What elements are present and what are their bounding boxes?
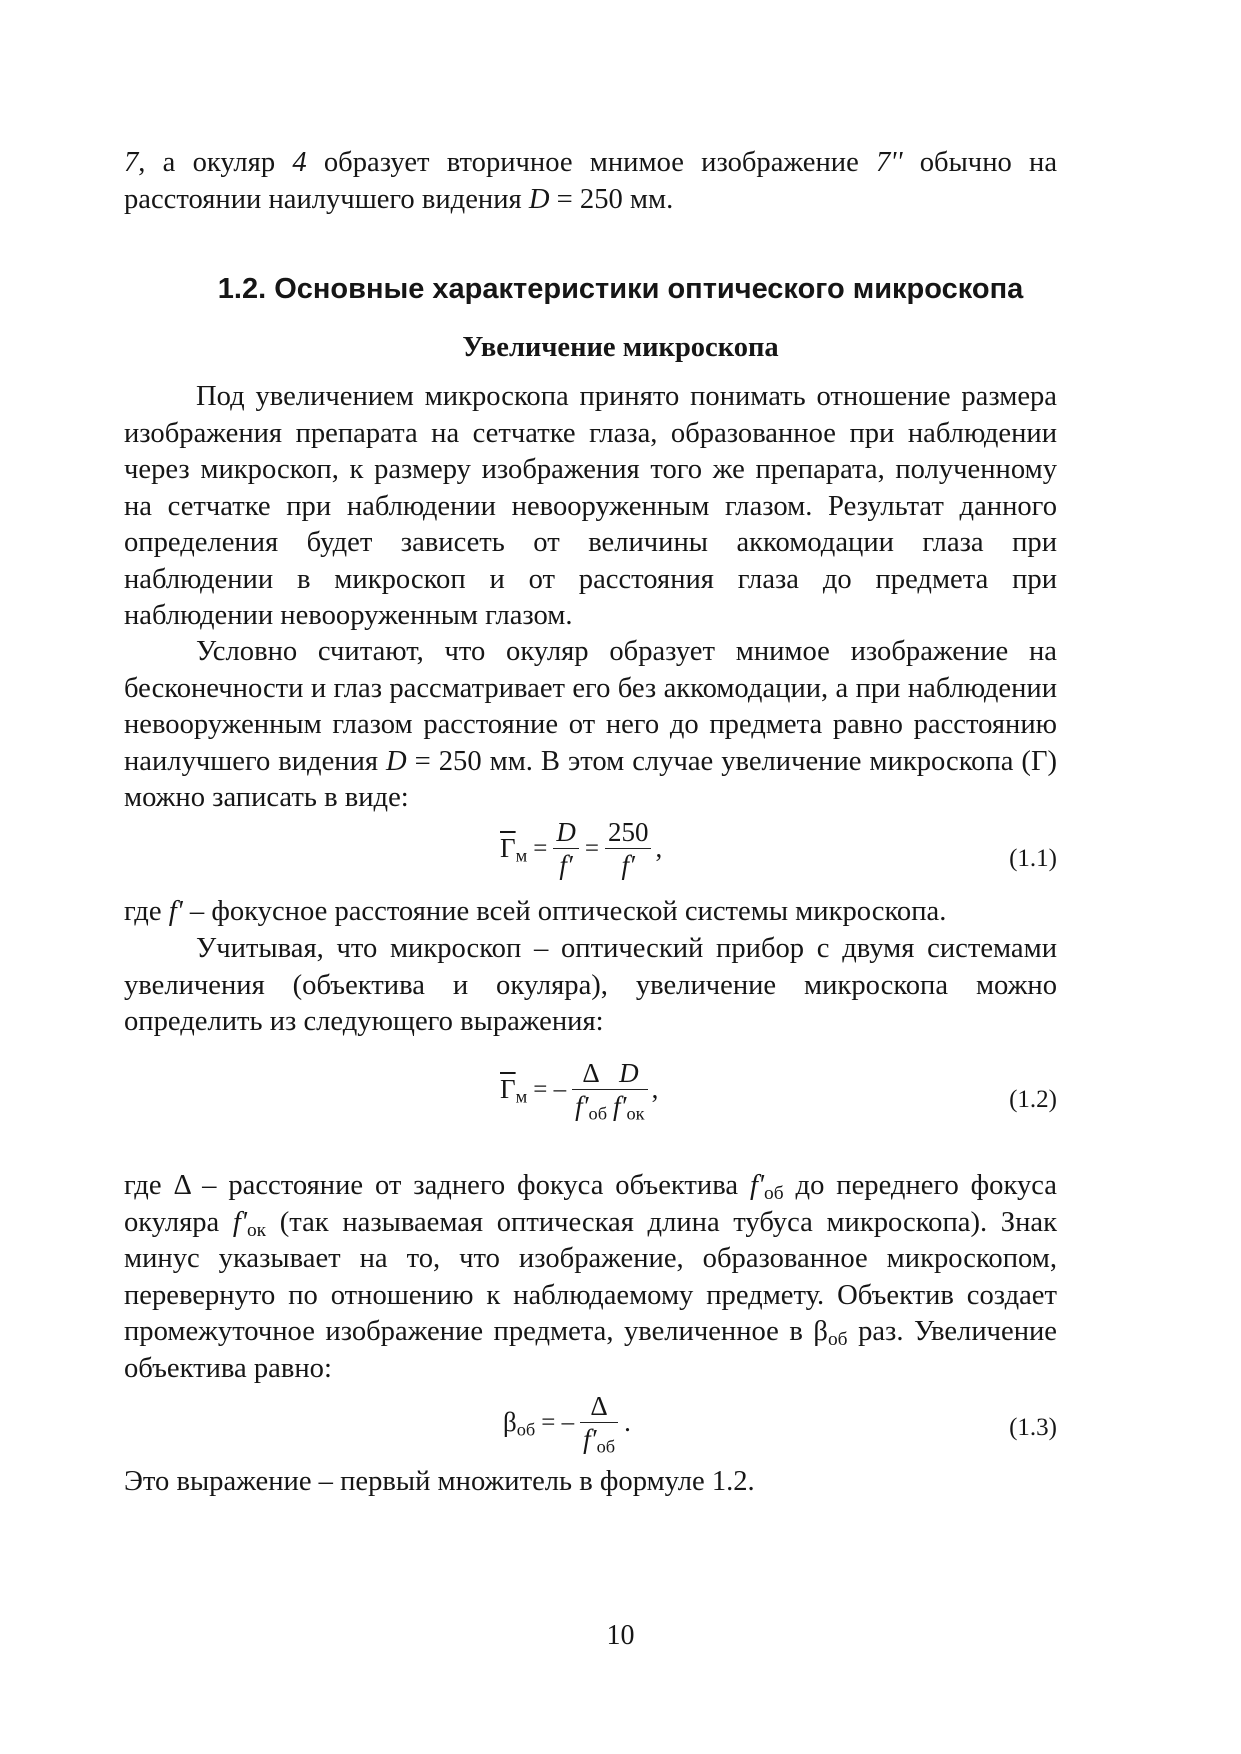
ref-4: 4 bbox=[292, 147, 307, 178]
var-f: f' bbox=[232, 1206, 247, 1238]
gamma-symbol: Г bbox=[500, 833, 516, 863]
equals-sign: = bbox=[533, 834, 548, 862]
equation-number-1-3: (1.3) bbox=[1009, 1414, 1057, 1441]
gamma-symbol: Г bbox=[500, 1074, 516, 1104]
var-D: D bbox=[386, 745, 407, 777]
section-heading: 1.2. Основные характеристики оптического микроскопа bbox=[217, 273, 1024, 305]
fraction-delta-over-f-ob bbox=[572, 1057, 610, 1122]
formula-lhs bbox=[500, 1074, 527, 1105]
text: (так называемая оптическая длина тубуса микроскопа). Знак минус указывает на то, что изображение, образованное микроскопом, перевернуто по отношению к наблюдаемому предмету. Объектив создает промежуточное изображение предмета, увеличенное в β bbox=[124, 1206, 1057, 1347]
paragraph-delta-definition bbox=[124, 1168, 1057, 1387]
subscript: об bbox=[764, 1182, 784, 1204]
formula-lhs bbox=[503, 1407, 535, 1438]
subscript: об bbox=[596, 1436, 616, 1457]
numerator: 250 bbox=[605, 816, 652, 849]
text: Условно считают, что окуляр образует мнимое изображение на бесконечности и глаз рассматривает его без аккомодации, а при наблюдении невооруженным глазом расстояние от него до предмета равно расстоянию наилучшего видения bbox=[124, 636, 1057, 777]
numerator: D bbox=[553, 816, 579, 849]
denominator: f′ bbox=[559, 850, 573, 880]
top-paragraph bbox=[124, 145, 1057, 218]
denominator: f′ bbox=[621, 850, 635, 880]
numerator: Δ bbox=[580, 1390, 618, 1423]
text: обычно на расстоянии наилучшего видения bbox=[124, 147, 1058, 215]
paragraph-two-systems: Учитывая, что микроскоп – оптический прибор с двумя системами увеличения (объектива и окуляра), увеличение микроскопа можно определить из следующего выражения: bbox=[124, 933, 1057, 1037]
var-D: D bbox=[528, 183, 550, 215]
punctuation: , bbox=[651, 1074, 659, 1104]
formula-1-3 bbox=[503, 1390, 631, 1470]
text: раз. Увеличение объектива равно: bbox=[124, 1316, 1057, 1384]
fraction-D-over-f-ok bbox=[610, 1057, 648, 1122]
subscript: м bbox=[515, 845, 528, 866]
paragraph-magnification-definition: Под увеличением микроскопа принято понимать отношение размера изображения препарата на сетчатке глаза, образованное при наблюдении через микроскоп, к размеру изображения того же препарата, полученному на сетчатке при наблюдении невооруженным глазом. Результат данного определения будет зависеть от величины аккомодации глаза при наблюдении в микроскоп и от расстояния глаза до предмета при наблюдении невооруженным глазом. bbox=[124, 381, 1057, 631]
denominator-symbol: f′ bbox=[613, 1091, 627, 1121]
var-f: f' bbox=[168, 896, 183, 927]
fraction-D-over-f bbox=[553, 816, 579, 881]
fraction-delta-over-f-ob bbox=[580, 1390, 618, 1455]
punctuation: , bbox=[655, 833, 663, 863]
equation-number-1-1: (1.1) bbox=[1009, 845, 1057, 872]
numerator: D bbox=[610, 1057, 648, 1090]
beta-symbol: β bbox=[503, 1407, 517, 1437]
subscript: об bbox=[516, 1419, 536, 1440]
text: , а окуляр bbox=[138, 147, 293, 178]
equals-minus-sign: = – bbox=[533, 1075, 567, 1103]
text: где Δ – расстояние от заднего фокуса объектива bbox=[124, 1170, 750, 1201]
formula-1-2 bbox=[500, 1057, 658, 1137]
paragraph-conventional-assumption bbox=[124, 634, 1057, 817]
subscript: ок bbox=[626, 1103, 645, 1124]
ref-7: 7 bbox=[124, 147, 139, 178]
page-number: 10 bbox=[606, 1620, 635, 1651]
fraction-250-over-f bbox=[605, 816, 652, 881]
subscript: об bbox=[588, 1103, 608, 1124]
denominator-symbol: f′ bbox=[575, 1091, 589, 1121]
punctuation: . bbox=[624, 1407, 631, 1437]
denominator bbox=[610, 1090, 648, 1122]
sub-heading: Увеличение микроскопа bbox=[462, 332, 779, 363]
paragraph-first-factor: Это выражение – первый множитель в формуле 1.2. bbox=[124, 1466, 755, 1497]
formula-1-1 bbox=[500, 816, 662, 896]
denominator bbox=[580, 1423, 618, 1455]
subscript: м bbox=[515, 1086, 528, 1107]
ref-7pp: 7'' bbox=[876, 147, 903, 178]
numerator: Δ bbox=[572, 1057, 610, 1090]
text: – фокусное расстояние всей оптической системы микроскопа. bbox=[182, 896, 947, 927]
subscript: об bbox=[827, 1328, 848, 1350]
text: где bbox=[124, 896, 169, 927]
text: до переднего фокуса окуляра bbox=[124, 1170, 1057, 1238]
text: = 250 мм. bbox=[549, 183, 674, 215]
text: образует вторичное мнимое изображение bbox=[306, 147, 876, 178]
formula-lhs bbox=[500, 833, 527, 864]
equation-number-1-2: (1.2) bbox=[1009, 1086, 1057, 1113]
denominator-symbol: f′ bbox=[583, 1424, 597, 1454]
text: = 250 мм. В этом случае увеличение микроскопа (Г) можно записать в виде: bbox=[124, 745, 1057, 813]
paragraph-where-f bbox=[124, 894, 1057, 931]
equals-sign: = bbox=[584, 834, 599, 862]
var-f: f' bbox=[749, 1170, 765, 1201]
equals-minus-sign: = – bbox=[541, 1408, 575, 1436]
denominator bbox=[572, 1090, 610, 1122]
subscript: ок bbox=[246, 1219, 267, 1241]
